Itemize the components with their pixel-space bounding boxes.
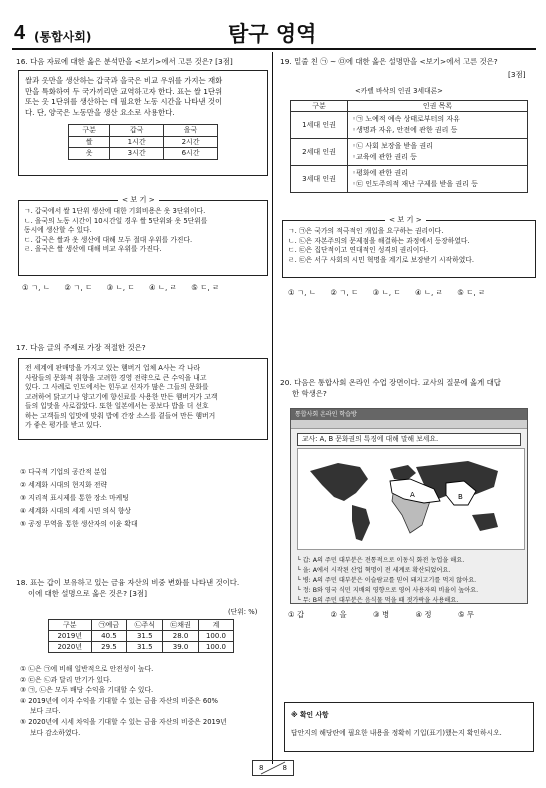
page-total: 8 (282, 764, 287, 772)
table-header: 을국 (164, 125, 218, 137)
q17-passage-box (18, 358, 268, 440)
q16-bogi-label: < 보 기 > (118, 195, 159, 205)
header-rule (12, 48, 536, 50)
column-divider (272, 52, 273, 764)
table-cell: 2시간 (164, 136, 218, 148)
list-item: ◦㉡ 사회 보장을 받을 권리 (352, 142, 433, 150)
q19-bogi-label: < 보 기 > (385, 215, 426, 225)
q19-choices (288, 288, 497, 299)
table-cell: 3세대 인권 (291, 166, 348, 193)
q18-stem-line: 18. 표는 갑이 보유하고 있는 금융 자산의 비중 변화를 나타낸 것이다. (16, 578, 240, 587)
bogi-item: ㄱ. ㉠은 국가의 적극적인 개입을 요구하는 권리이다. (288, 227, 444, 235)
table-cell: 1세대 인권 (291, 112, 348, 139)
table-cell: 1시간 (110, 136, 164, 148)
table-cell: 29.5 (91, 642, 127, 653)
q18-unit: (단위: %) (228, 608, 258, 616)
q20-stem-line: 20. 다음은 통합사회 온라인 수업 장면이다. 교사의 질문에 옳게 대답 (280, 378, 501, 387)
student-answer: └ 을: A에서 시작된 산업 혁명이 전 세계로 확산되었어요. (297, 567, 451, 574)
page-counter-slash (253, 761, 293, 775)
q20-window (290, 408, 528, 604)
list-item: ◦교육에 관한 권리 등 (352, 153, 417, 161)
table-cell (348, 166, 528, 193)
answer-choice[interactable]: ② ㄱ, ㄷ (330, 288, 359, 297)
subject-label: (통합사회) (34, 30, 92, 44)
answer-choice[interactable]: ② 세계화 시대의 현지화 전략 (20, 481, 107, 489)
q19-stem: 19. 밑줄 친 ㉠ ~ ㉤에 대한 옳은 설명만을 <보기>에서 고른 것은? (280, 57, 498, 66)
map-label-b: B (458, 493, 463, 501)
notice-title: ※ 확인 사항 (291, 711, 329, 719)
answer-choice[interactable]: ② ㉢은 ㉡과 달리 만기가 있다. (20, 675, 112, 684)
bogi-item: ㄹ. 을국은 쌀 생산에 대해 비교 우위를 가진다. (24, 245, 162, 253)
table-cell (348, 112, 528, 139)
student-answers (291, 554, 527, 608)
list-item: ◦생명과 자유, 안전에 관한 권리 등 (352, 126, 458, 134)
bogi-item: 동시에 생산할 수 있다. (24, 226, 92, 234)
q17-passage-line: 사람들의 문화적 취향을 고려한 경영 전략으로 큰 수익을 내고 (25, 373, 207, 382)
answer-choice[interactable]: ① ㄱ, ㄴ (22, 283, 50, 292)
student-answer: └ 무: B의 주민 대부분은 음식물 먹을 때 젓가락을 사용해요. (297, 597, 459, 604)
table-cell: 100.0 (198, 642, 233, 653)
answer-choice[interactable]: ③ ㄴ, ㄷ (372, 288, 401, 297)
list-item: ◦평화에 관한 권리 (352, 169, 408, 177)
page-number: 4 (14, 22, 26, 44)
answer-choice[interactable]: ③ 지리적 표시제를 통한 장소 마케팅 (20, 494, 129, 502)
page-title: 탐구 영역 (228, 22, 317, 46)
answer-choice[interactable]: ① 다국적 기업의 공간적 분업 (20, 468, 107, 476)
table-cell: 31.5 (127, 631, 163, 642)
answer-choice-cont: 보다 크다. (30, 707, 61, 716)
table-cell: 2020년 (49, 642, 92, 653)
bogi-item: ㄷ. ㉢은 집단적이고 연대적인 성격의 권리이다. (288, 246, 429, 254)
answer-choice[interactable]: ② 을 (330, 610, 347, 619)
q17-passage-line: 있다. 그 사례로 인도에서는 힌두교 신자가 많은 그들의 문화를 (25, 383, 209, 391)
q17-choices (20, 466, 138, 531)
bogi-item: ㄴ. 을국의 노동 시간이 10시간일 경우 쌀 5단위와 옷 5단위를 (24, 216, 208, 225)
q16-stem: 16. 다음 자료에 대한 옳은 분석만을 <보기>에서 고른 것은? [3점] (16, 57, 233, 66)
table-cell: 옷 (69, 148, 110, 160)
q19-table (290, 100, 528, 193)
answer-choice[interactable]: ④ ㄴ, ㄹ (414, 288, 443, 297)
table-header: 갑국 (110, 125, 164, 137)
table-header: 구분 (69, 125, 110, 137)
table-cell: 31.5 (127, 642, 163, 653)
list-item: ◦㉢ 인도주의적 재난 구제를 받을 권리 등 (352, 180, 478, 188)
q20-choices (288, 610, 486, 621)
bogi-item: ㄹ. ㉢은 서구 사회의 시민 혁명을 계기로 보장받기 시작하였다. (288, 255, 474, 264)
q16-table (68, 124, 218, 160)
q20-stem (280, 378, 536, 399)
answer-choice[interactable]: ⑤ ㄷ, ㄹ (457, 288, 486, 297)
answer-choice[interactable]: ① ㉡은 ㉠에 비해 일반적으로 안전성이 높다. (20, 665, 154, 673)
teacher-prompt (297, 433, 521, 446)
q19-bogi-box (282, 220, 536, 278)
window-title: 통합사회 온라인 학습방 (295, 411, 357, 418)
list-item: ◦㉠ 노예적 예속 상태로부터의 자유 (352, 115, 460, 123)
q16-passage-line: 만을 특화하여 두 국가끼리만 교역하고자 한다. 표는 쌀 1단위 (25, 86, 223, 96)
answer-choice[interactable]: ③ ㄴ, ㄷ (106, 283, 135, 292)
answer-choice[interactable]: ④ 세계화 시대의 세계 시민 의식 향상 (20, 507, 131, 515)
answer-choice[interactable]: ⑤ 공정 무역을 통한 생산자의 이윤 확대 (20, 520, 138, 528)
table-cell: 40.5 (91, 631, 127, 642)
q17-passage-line: 전 세계에 판매망을 가지고 있는 햄버거 업체 A사는 각 나라 (25, 364, 201, 372)
q19-points: [3점] (508, 70, 526, 79)
page-counter (252, 760, 294, 776)
table-cell: 100.0 (198, 631, 233, 642)
q19-table-title: <카렐 바삭의 인권 3세대론> (355, 87, 443, 95)
q16-choices (22, 283, 231, 294)
map-label-a: A (410, 491, 415, 499)
window-toolbar (291, 420, 527, 429)
answer-choice[interactable]: ④ 정 (415, 610, 432, 619)
answer-choice[interactable]: ⑤ 2020년에 시세 차익을 기대할 수 있는 금융 자산의 비중은 2019년 (20, 717, 227, 726)
notice-box (284, 702, 534, 752)
answer-choice[interactable]: ⑤ ㄷ, ㄹ (191, 283, 220, 292)
window-titlebar (291, 409, 527, 420)
table-cell: 39.0 (163, 642, 199, 653)
q17-stem: 17. 다음 글의 주제로 가장 적절한 것은? (16, 343, 146, 352)
student-answer: └ 병: A의 주민 대부분은 이슬람교를 믿어 돼지고기를 먹지 않아요. (297, 577, 477, 584)
bogi-item: ㄷ. 갑국은 쌀과 옷 생산에 대해 모두 절대 우위를 가진다. (24, 235, 193, 244)
q17-passage-line: 들의 입맛을 사로잡았다. 또한 일본에서는 꽁보다 밥을 더 선호 (25, 402, 209, 410)
q17-passage-line: 고려하여 닭고기나 양고기에 향신료를 사용한 만든 햄버거가 고객 (25, 392, 218, 401)
answer-choice[interactable]: ① ㄱ, ㄴ (288, 288, 316, 297)
table-cell (348, 139, 528, 166)
q18-stem-line: 이에 대한 설명으로 옳은 것은? [3점] (28, 588, 147, 598)
table-header: 구분 (291, 101, 348, 112)
q18-stem (16, 578, 270, 599)
answer-choice[interactable]: ① 갑 (288, 610, 305, 619)
q16-passage-line: 또는 옷 1단위를 생산하는 데 필요한 노동 시간을 나타낸 것이 (25, 97, 223, 106)
q18-choices (20, 664, 270, 738)
table-cell: 쌀 (69, 136, 110, 148)
table-header: ㉡주식 (127, 620, 163, 631)
answer-choice[interactable]: ③ 병 (372, 610, 390, 619)
world-map (297, 448, 525, 550)
answer-choice[interactable]: ⑤ 무 (457, 610, 475, 619)
q16-passage-box (18, 70, 268, 176)
table-header: 계 (198, 620, 233, 631)
table-cell: 2세대 인권 (291, 139, 348, 166)
q16-passage-line: 쌀과 옷만을 생산하는 갑국과 을국은 비교 우위를 가지는 재화 (25, 76, 223, 85)
table-cell: 28.0 (163, 631, 199, 642)
table-header: 구분 (49, 620, 92, 631)
q16-bogi-box (18, 200, 268, 276)
q17-passage-line: 가 좋은 평가를 받고 있다. (25, 421, 102, 429)
answer-choice[interactable]: ② ㄱ, ㄷ (64, 283, 93, 292)
page-current: 8 (259, 764, 264, 772)
answer-choice[interactable]: ③ ㉠, ㉡은 모두 배당 수익을 기대할 수 있다. (20, 686, 154, 695)
table-header: ㉢채권 (163, 620, 199, 631)
table-header: ㉠예금 (91, 620, 127, 631)
table-cell: 3시간 (110, 148, 164, 160)
student-answer: └ 갑: A의 주민 대부분은 전통적으로 이동식 화전 농업을 해요. (297, 557, 465, 564)
notice-text: 답안지의 해당란에 필요한 내용을 정확히 기입(표기)했는지 확인하시오. (291, 728, 502, 737)
q20-stem-line: 한 학생은? (292, 388, 327, 398)
q17-passage-line: 하는 고객들의 입맛에 맞춰 밥에 간장 소스를 곁들여 만든 햄버거 (25, 411, 216, 420)
table-cell: 6시간 (164, 148, 218, 160)
q18-table (48, 619, 234, 653)
answer-choice[interactable]: ④ ㄴ, ㄹ (148, 283, 177, 292)
table-cell: 2019년 (49, 631, 92, 642)
answer-choice-cont: 보다 감소하였다. (30, 728, 81, 737)
bogi-item: ㄱ. 갑국에서 쌀 1단위 생산에 대한 기회비용은 옷 3단위이다. (24, 207, 206, 215)
q16-passage-line: 다. 단, 양국은 노동만을 생산 요소로 사용한다. (25, 107, 175, 117)
bogi-item: ㄴ. ㉡은 자본주의의 문제점을 해결하는 과정에서 등장하였다. (288, 236, 470, 245)
table-header: 인권 목록 (348, 101, 528, 112)
answer-choice[interactable]: ④ 2019년에 이자 수익을 기대할 수 있는 금융 자산의 비중은 60% (20, 696, 218, 705)
student-answer: └ 정: B와 영국 식민 지배의 영향으로 영어 사용자의 비율이 높아요. (297, 587, 479, 594)
teacher-line: 교사: A, B 문화권의 특징에 대해 말해 보세요. (302, 435, 439, 443)
